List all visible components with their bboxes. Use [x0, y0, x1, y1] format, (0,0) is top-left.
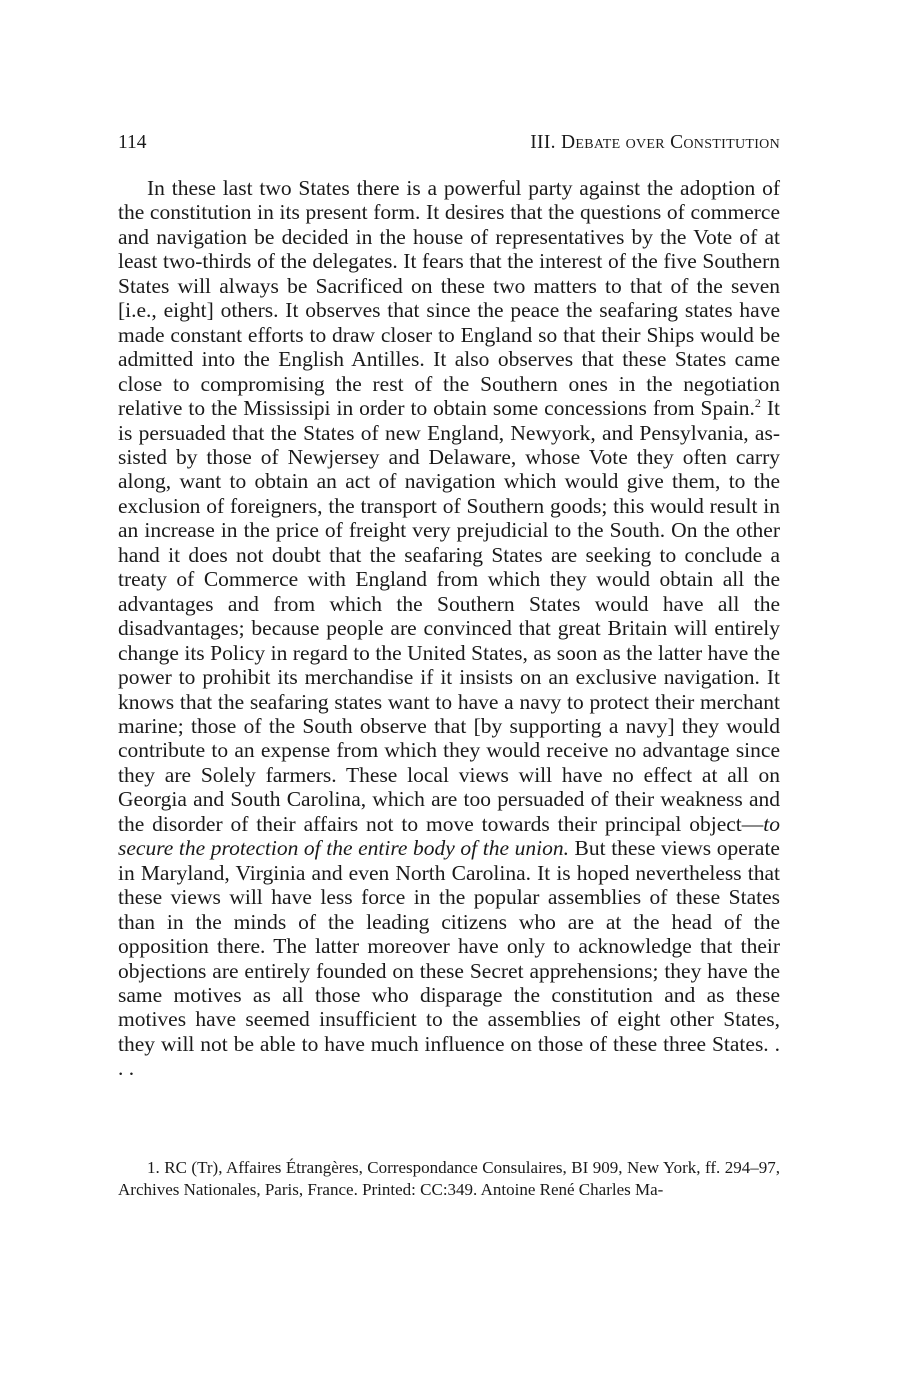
footnote: 1. RC (Tr), Affaires Étrangères, Correspondance Consulaires, BI 909, New York, ff. 294–97, Archives Nationales, Paris, France. Printed: CC:349. Antoine René Charles Ma- — [118, 1158, 780, 1199]
body-text-part-2: It is persuaded that the States of new England, Newyork, and Pensylvania, assisted by those of Newjersey and Delaware, whose Vote they often carry along, want to obtain an act of navigation which would give them, to the exclusion of foreigners, the transport of Southern goods; this would result in an increase in the price of freight very prejudicial to the South. On the other hand it does not doubt that the seafaring States are seeking to conclude a treaty of Commerce with England from which they would obtain all the advantages and from which the Southern States would have all the disadvantages; because people are convinced that great Britain will entirely change its Policy in regard to the United States, as soon as the latter have the power to prohibit its merchandise if it insists on an exclusive navigation. It knows that the seafaring states want to have a navy to protect their merchant marine; those of the South observe that [by supporting a navy] they would contribute to an expense from which they would receive no advantage since they are Solely farmers. These local views will have no effect at all on Georgia and South Carolina, which are too persuaded of their weakness and the disorder of their affairs not to move towards their principal object— — [118, 396, 781, 836]
italic-quotation: to secure the protection of the entire body of the union. — [118, 811, 780, 861]
body-text-part-3: But these views operate in Maryland, Virginia and even North Carolina. It is hoped nevertheless that these views will have less force in the popular assemblies of these States than in the minds of the leading citizens who are at the head of the opposition there. The latter moreover have only to acknowledge that their objections are entirely founded on these Secret apprehensions; they have the same motives as all those who disparage the constitution and as these motives have seemed insufficient to the assemblies of eight other States, they will not be able to have much influence on those of these three States. . . . — [118, 836, 780, 1081]
footnote-reference: 2 — [754, 396, 761, 411]
running-header — [118, 130, 780, 156]
chapter-title: III. Debate over Constitution — [530, 132, 780, 153]
page-number: 114 — [118, 132, 147, 153]
body-paragraph — [118, 176, 780, 1081]
body-text-part-1: In these last two States there is a powerful party against the adoption of the constitution in its present form. It desires that the questions of commerce and navigation be decided in the house of representatives by the Vote of at least two-thirds of the delegates. It fears that the interest of the five Southern States will always be Sacrificed on these two matters to that of the seven [i.e., eight] others. It observes that since the peace the seafaring states have made constant efforts to draw closer to England so that their Ships would be admitted into the English Antilles. It also observes that these States came close to compromising the rest of the Southern ones in the negotiation relative to the Mississipi in order to obtain some concessions from Spain. — [118, 176, 780, 421]
